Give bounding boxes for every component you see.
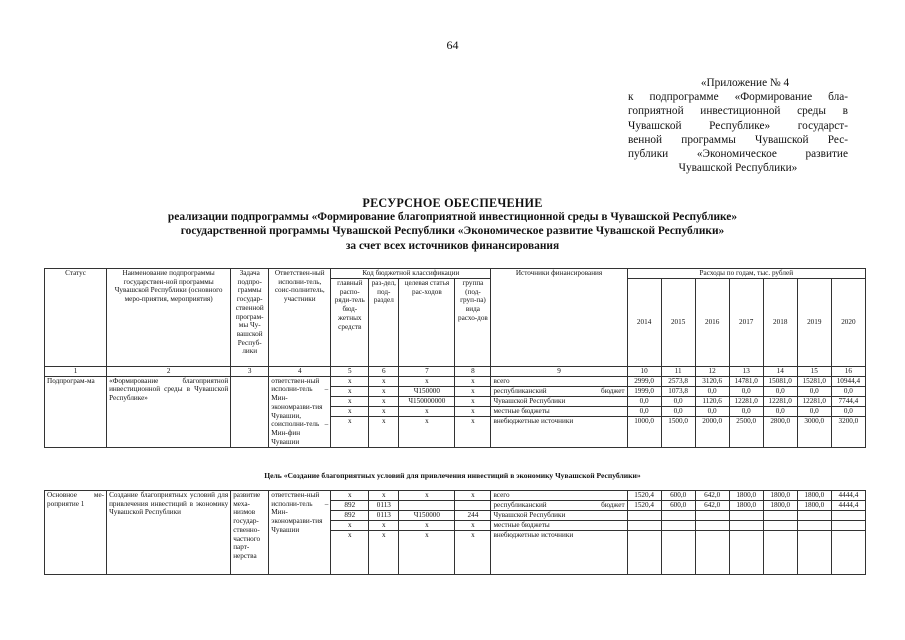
- column-number: 9: [491, 367, 627, 377]
- budget-code-cell: x: [369, 386, 399, 396]
- expense-value: 10944,4: [831, 376, 865, 386]
- appendix-line: Чувашской Республике» государст-: [628, 119, 848, 132]
- appendix-line: гоприятной инвестиционной среды в: [628, 105, 848, 118]
- expense-value: 0,0: [763, 406, 797, 416]
- name-cell: Создание благоприятных условий для привлечения инвестиций в экономику Чувашской Республики: [107, 491, 231, 575]
- budget-code-cell: x: [331, 406, 369, 416]
- expense-value: 642,0: [695, 491, 729, 501]
- header-year: 2019: [797, 279, 831, 367]
- expense-value: [661, 511, 695, 521]
- budget-code-cell: [399, 501, 455, 511]
- expense-value: 1000,0: [627, 416, 661, 447]
- column-number: 14: [763, 367, 797, 377]
- expense-value: 3120,6: [695, 376, 729, 386]
- title-line: государственной программы Чувашской Республики «Экономическое развитие Чувашской Республики»: [180, 225, 725, 238]
- column-number: 16: [831, 367, 865, 377]
- column-number: 12: [695, 367, 729, 377]
- column-number: 15: [797, 367, 831, 377]
- budget-code-cell: x: [369, 416, 399, 447]
- funding-source-cell: Чувашской Республики: [491, 396, 627, 406]
- budget-code-cell: x: [455, 491, 491, 501]
- budget-code-cell: x: [399, 531, 455, 575]
- expense-value: [695, 511, 729, 521]
- budget-code-cell: x: [331, 376, 369, 386]
- expense-value: 0,0: [797, 406, 831, 416]
- expense-value: 1520,4: [627, 501, 661, 511]
- appendix-line: публики «Экономическое развитие: [628, 148, 848, 161]
- expense-value: [661, 521, 695, 531]
- task-cell: развитие меха-низмов государ-ственно-частного парт-нерства: [231, 491, 269, 575]
- header-funding-source: Источники финансирования: [491, 269, 627, 367]
- column-number: 8: [455, 367, 491, 377]
- expense-value: 0,0: [729, 406, 763, 416]
- expense-value: [763, 521, 797, 531]
- appendix-line: к подпрограмме «Формирование бла-: [628, 91, 848, 104]
- title-line: реализации подпрограммы «Формирование благоприятной инвестиционной среды в Чувашской Республике»: [167, 211, 738, 224]
- budget-row: [45, 491, 866, 501]
- header-task: Задача подпро-граммы государ-ственной програм-мы Чу-вашской Респуб-лики: [231, 269, 269, 367]
- budget-code-cell: x: [331, 521, 369, 531]
- budget-code-cell: x: [369, 406, 399, 416]
- expense-value: 1800,0: [797, 501, 831, 511]
- expense-value: [695, 521, 729, 531]
- title-line: за счет всех источников финансирования: [345, 239, 560, 252]
- expense-value: 642,0: [695, 501, 729, 511]
- resource-table-measure: [44, 490, 866, 575]
- header-target-article: целевая статья рас-ходов: [399, 279, 455, 367]
- expense-value: [729, 531, 763, 575]
- expense-value: 1800,0: [797, 491, 831, 501]
- task-cell: [231, 376, 269, 447]
- budget-code-cell: x: [455, 521, 491, 531]
- budget-code-cell: 0113: [369, 501, 399, 511]
- expense-value: [831, 521, 865, 531]
- expense-value: 1120,6: [695, 396, 729, 406]
- expense-value: 15281,0: [797, 376, 831, 386]
- budget-code-cell: 0113: [369, 511, 399, 521]
- column-number: 13: [729, 367, 763, 377]
- header-expenses: Расходы по годам, тыс. рублей: [627, 269, 865, 279]
- budget-code-cell: x: [331, 416, 369, 447]
- expense-value: 3200,0: [831, 416, 865, 447]
- expense-value: 600,0: [661, 491, 695, 501]
- header-year: 2015: [661, 279, 695, 367]
- header-section: раз-дел, под-раздел: [369, 279, 399, 367]
- expense-value: 2000,0: [695, 416, 729, 447]
- budget-code-cell: 244: [455, 511, 491, 521]
- status-cell: Основное ме-роприятие 1: [45, 491, 107, 575]
- header-budget-code: Код бюджетной классификации: [331, 269, 491, 279]
- column-number: 5: [331, 367, 369, 377]
- expense-value: 0,0: [695, 406, 729, 416]
- appendix-line: венной программы Чувашской Рес-: [628, 133, 848, 146]
- header-executor: Ответствен-ный исполни-тель, соис-полнитель, участники: [269, 269, 331, 367]
- budget-code-cell: x: [399, 406, 455, 416]
- column-number: 11: [661, 367, 695, 377]
- expense-value: [627, 521, 661, 531]
- expense-value: 0,0: [661, 406, 695, 416]
- funding-source-cell: всего: [491, 491, 627, 501]
- expense-value: 12281,0: [729, 396, 763, 406]
- appendix-note: [628, 76, 848, 175]
- expense-value: 0,0: [627, 396, 661, 406]
- budget-code-cell: [455, 501, 491, 511]
- budget-code-cell: x: [369, 531, 399, 575]
- budget-code-cell: 892: [331, 501, 369, 511]
- expense-value: 1073,8: [661, 386, 695, 396]
- measure-rows: [45, 491, 866, 575]
- expense-value: 1999,0: [627, 386, 661, 396]
- column-number: 1: [45, 367, 107, 377]
- funding-source-cell: внебюджетные источники: [491, 416, 627, 447]
- expense-value: 0,0: [797, 386, 831, 396]
- expense-value: 3000,0: [797, 416, 831, 447]
- budget-code-cell: 892: [331, 511, 369, 521]
- expense-value: 2800,0: [763, 416, 797, 447]
- funding-source-cell: республиканский бюджет: [491, 501, 627, 511]
- expense-value: [797, 511, 831, 521]
- column-number: 10: [627, 367, 661, 377]
- name-cell: «Формирование благоприятной инвестиционной среды в Чувашской Республике»: [107, 376, 231, 447]
- budget-code-cell: Ч150000: [399, 386, 455, 396]
- header-year: 2017: [729, 279, 763, 367]
- header-status: Статус: [45, 269, 107, 367]
- column-number: 6: [369, 367, 399, 377]
- expense-value: 0,0: [695, 386, 729, 396]
- expense-value: 600,0: [661, 501, 695, 511]
- funding-source-cell: всего: [491, 376, 627, 386]
- budget-code-cell: x: [455, 376, 491, 386]
- expense-value: 15081,0: [763, 376, 797, 386]
- budget-code-cell: x: [455, 416, 491, 447]
- page-number: 64: [446, 38, 459, 52]
- expense-value: 1500,0: [661, 416, 695, 447]
- expense-value: [695, 531, 729, 575]
- expense-value: 7744,4: [831, 396, 865, 406]
- budget-code-cell: Ч150000000: [399, 396, 455, 406]
- expense-value: 1520,4: [627, 491, 661, 501]
- expense-value: 1800,0: [729, 501, 763, 511]
- budget-code-cell: Ч150000: [399, 511, 455, 521]
- goal-heading: Цель «Создание благоприятных условий для привлечения инвестиций в экономику Чувашской Республики»: [264, 471, 641, 480]
- expense-value: 4444,4: [831, 491, 865, 501]
- funding-source-cell: Чувашской Республики: [491, 511, 627, 521]
- expense-value: [797, 521, 831, 531]
- expense-value: [661, 531, 695, 575]
- funding-source-cell: республиканский бюджет: [491, 386, 627, 396]
- budget-code-cell: x: [455, 406, 491, 416]
- expense-value: [729, 511, 763, 521]
- resource-table-top: [44, 268, 866, 448]
- expense-value: 2999,0: [627, 376, 661, 386]
- header-year: 2016: [695, 279, 729, 367]
- header-name: Наименование подпрограммы государствен-ной программы Чувашской Республики (основного меро-приятия, мероприятия): [107, 269, 231, 367]
- funding-source-cell: местные бюджеты: [491, 406, 627, 416]
- expense-value: 0,0: [661, 396, 695, 406]
- executor-cell: ответствен-ный исполни-тель – Мин-экономразви-тия Чувашии, соисполни-тель – Мин-фин Чувашии: [269, 376, 331, 447]
- budget-code-cell: x: [331, 396, 369, 406]
- document-title: [0, 196, 905, 253]
- budget-code-cell: x: [331, 531, 369, 575]
- expense-value: [729, 521, 763, 531]
- expense-value: [831, 531, 865, 575]
- subprogram-rows: [45, 376, 866, 447]
- budget-code-cell: x: [455, 531, 491, 575]
- column-number: 7: [399, 367, 455, 377]
- executor-cell: ответствен-ный исполни-тель – Мин-экономразви-тия Чувашии: [269, 491, 331, 575]
- column-number-row: [45, 367, 866, 377]
- header-expense-group: группа (под-груп-па) вида расхо-дов: [455, 279, 491, 367]
- expense-value: 0,0: [831, 386, 865, 396]
- column-number: 3: [231, 367, 269, 377]
- expense-value: [627, 531, 661, 575]
- expense-value: 12281,0: [763, 396, 797, 406]
- header-year: 2014: [627, 279, 661, 367]
- expense-value: 0,0: [627, 406, 661, 416]
- budget-code-cell: x: [331, 491, 369, 501]
- expense-value: 1800,0: [729, 491, 763, 501]
- expense-value: 0,0: [729, 386, 763, 396]
- column-number: 4: [269, 367, 331, 377]
- expense-value: [763, 531, 797, 575]
- expense-value: 1800,0: [763, 491, 797, 501]
- expense-value: [797, 531, 831, 575]
- budget-code-cell: x: [369, 396, 399, 406]
- expense-value: 0,0: [831, 406, 865, 416]
- expense-value: 1800,0: [763, 501, 797, 511]
- expense-value: 0,0: [763, 386, 797, 396]
- budget-code-cell: x: [399, 521, 455, 531]
- expense-value: [627, 511, 661, 521]
- budget-code-cell: x: [369, 376, 399, 386]
- budget-code-cell: x: [331, 386, 369, 396]
- funding-source-cell: местные бюджеты: [491, 521, 627, 531]
- budget-code-cell: x: [399, 376, 455, 386]
- budget-code-cell: x: [455, 396, 491, 406]
- expense-value: [763, 511, 797, 521]
- budget-code-cell: x: [369, 491, 399, 501]
- status-cell: Подпрограм-ма: [45, 376, 107, 447]
- expense-value: 2500,0: [729, 416, 763, 447]
- title-line: РЕСУРСНОЕ ОБЕСПЕЧЕНИЕ: [362, 196, 543, 210]
- budget-code-cell: x: [399, 491, 455, 501]
- expense-value: 14781,0: [729, 376, 763, 386]
- column-number: 2: [107, 367, 231, 377]
- header-year: 2018: [763, 279, 797, 367]
- budget-row: [45, 376, 866, 386]
- budget-code-cell: x: [399, 416, 455, 447]
- expense-value: 4444,4: [831, 501, 865, 511]
- header-main-manager: главный распо-ряди-тель бюд-жетных средств: [331, 279, 369, 367]
- budget-code-cell: x: [369, 521, 399, 531]
- expense-value: 12281,0: [797, 396, 831, 406]
- header-year: 2020: [831, 279, 865, 367]
- budget-code-cell: x: [455, 386, 491, 396]
- funding-source-cell: внебюджетные источники: [491, 531, 627, 575]
- expense-value: [831, 511, 865, 521]
- appendix-line: Чувашской Республики»: [678, 162, 798, 175]
- expense-value: 2573,8: [661, 376, 695, 386]
- appendix-line: «Приложение № 4: [700, 77, 790, 89]
